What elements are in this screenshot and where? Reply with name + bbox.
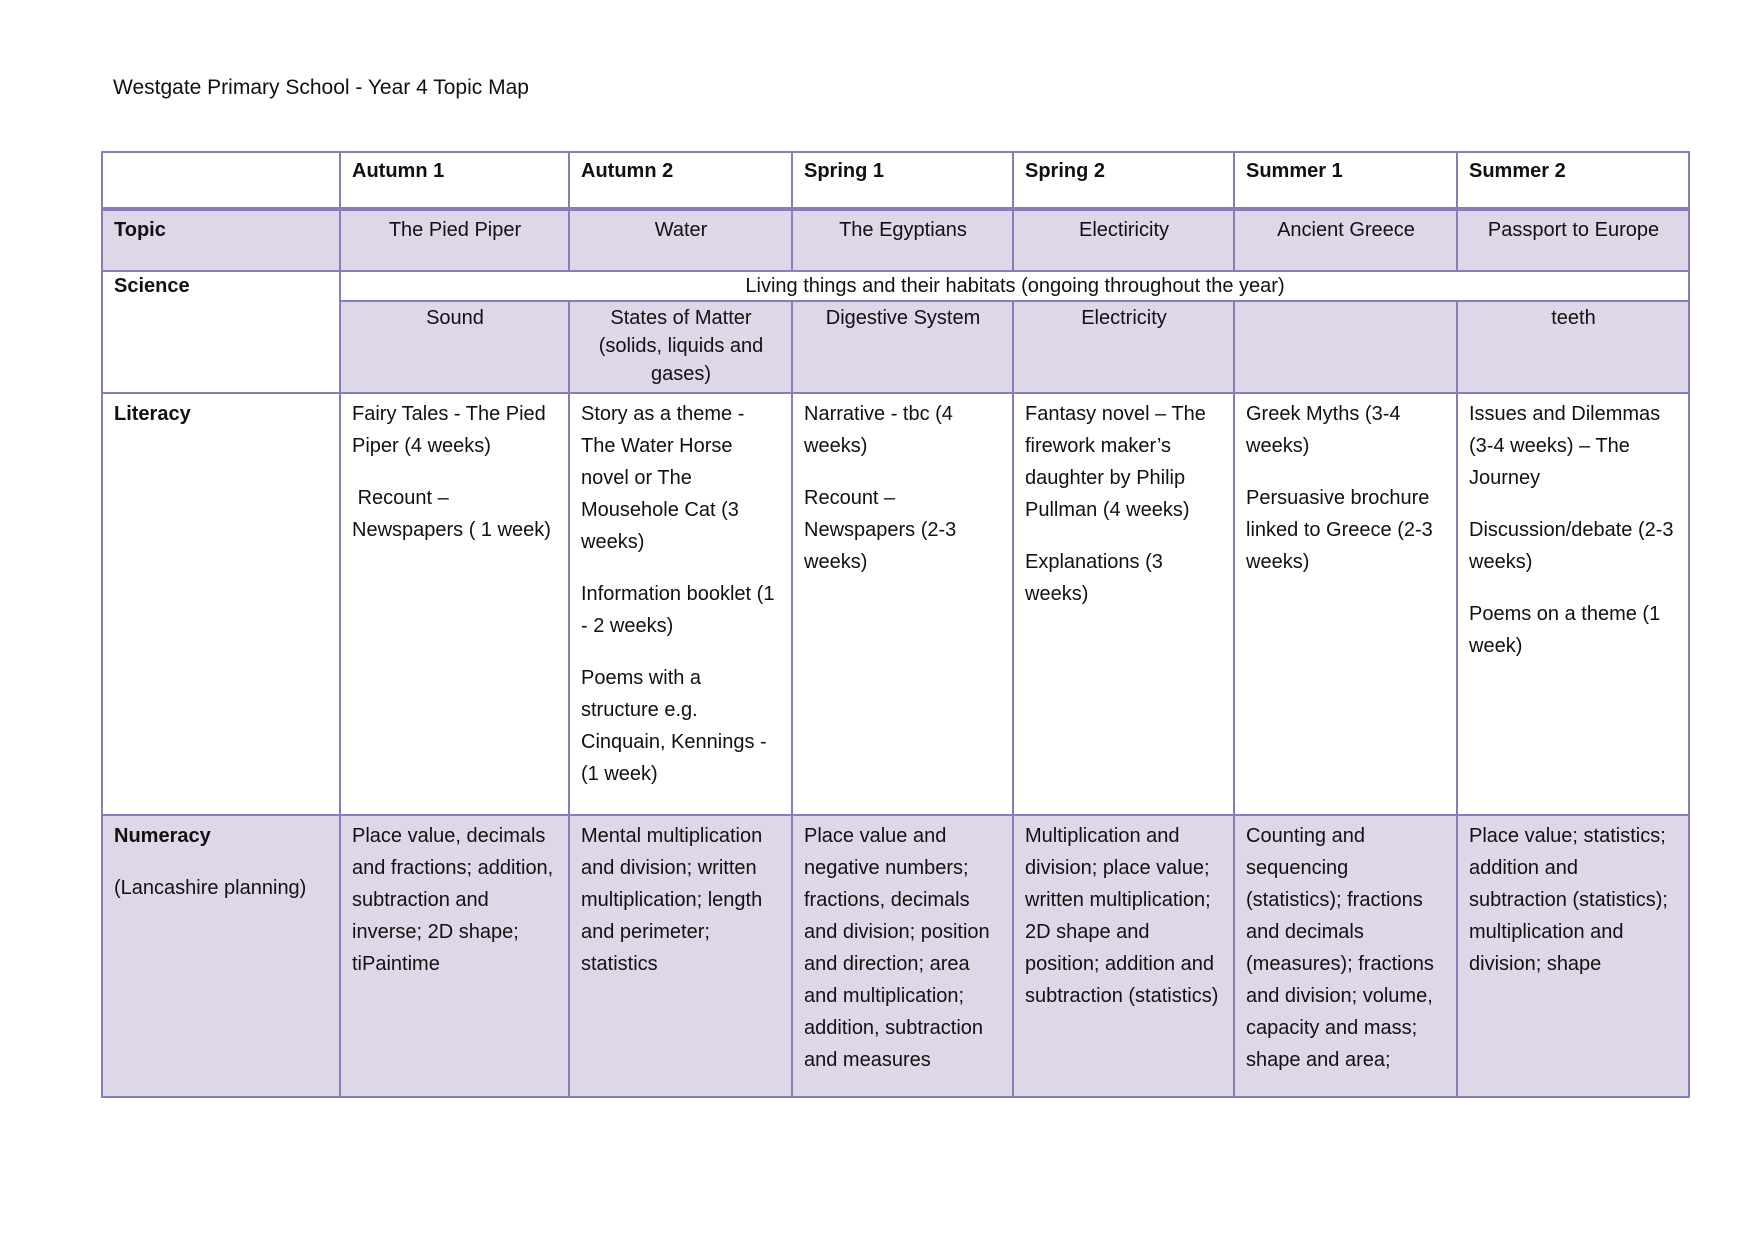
topic-cell-autumn-1: The Pied Piper — [340, 209, 569, 271]
row-label-numeracy-cell — [102, 815, 340, 1097]
literacy-cell-spring-2 — [1013, 393, 1234, 815]
literacy-unit: Recount – Newspapers ( 1 week) — [352, 487, 551, 541]
term-header-summer-1: Summer 1 — [1234, 152, 1457, 209]
term-header-summer-2: Summer 2 — [1457, 152, 1689, 209]
science-cell-autumn-2: States of Matter (solids, liquids and gases) — [569, 301, 792, 393]
literacy-unit: Narrative - tbc (4 weeks) — [804, 403, 953, 457]
numeracy-planning-note: (Lancashire planning) — [114, 877, 307, 899]
literacy-unit: Explanations (3 weeks) — [1025, 551, 1163, 605]
literacy-unit: Fairy Tales - The Pied Piper (4 weeks) — [352, 403, 546, 457]
literacy-unit: Discussion/debate (2-3 weeks) — [1469, 519, 1674, 573]
topic-cell-summer-2: Passport to Europe — [1457, 209, 1689, 271]
literacy-cell-spring-1 — [792, 393, 1013, 815]
header-row — [102, 152, 1689, 209]
row-label-literacy: Literacy — [102, 393, 340, 815]
literacy-unit: Fantasy novel – The firework maker’s daughter by Philip Pullman (4 weeks) — [1025, 403, 1206, 521]
topic-cell-summer-1: Ancient Greece — [1234, 209, 1457, 271]
numeracy-row — [102, 815, 1689, 1097]
literacy-cell-autumn-1 — [340, 393, 569, 815]
topic-row — [102, 209, 1689, 271]
science-cell-summer-1 — [1234, 301, 1457, 393]
numeracy-cell-autumn-1: Place value, decimals and fractions; addition, subtraction and inverse; 2D shape; tiPaintime — [340, 815, 569, 1097]
science-ongoing-cell: Living things and their habitats (ongoing throughout the year) — [340, 271, 1689, 301]
science-cell-summer-2: teeth — [1457, 301, 1689, 393]
science-cell-autumn-1: Sound — [340, 301, 569, 393]
literacy-unit: Story as a theme - The Water Horse novel or The Mousehole Cat (3 weeks) — [581, 403, 745, 553]
topic-cell-autumn-2: Water — [569, 209, 792, 271]
literacy-row — [102, 393, 1689, 815]
literacy-unit: Information booklet (1 - 2 weeks) — [581, 583, 775, 637]
literacy-unit: Recount – Newspapers (2-3 weeks) — [804, 487, 957, 573]
science-cell-spring-1: Digestive System — [792, 301, 1013, 393]
topic-map-table — [101, 151, 1690, 1098]
document-title: Westgate Primary School - Year 4 Topic Map — [113, 76, 529, 99]
term-header-spring-2: Spring 2 — [1013, 152, 1234, 209]
literacy-cell-summer-2 — [1457, 393, 1689, 815]
literacy-cell-summer-1 — [1234, 393, 1457, 815]
literacy-unit: Issues and Dilemmas (3-4 weeks) – The Journey — [1469, 403, 1661, 489]
literacy-unit: Poems on a theme (1 week) — [1469, 603, 1661, 657]
science-term-row — [102, 301, 1689, 393]
literacy-unit: Greek Myths (3-4 weeks) — [1246, 403, 1401, 457]
term-header-autumn-1: Autumn 1 — [340, 152, 569, 209]
literacy-cell-autumn-2 — [569, 393, 792, 815]
term-header-autumn-2: Autumn 2 — [569, 152, 792, 209]
row-label-topic: Topic — [102, 209, 340, 271]
science-ongoing-row — [102, 271, 1689, 301]
numeracy-cell-summer-1: Counting and sequencing (statistics); fractions and decimals (measures); fractions and division; volume, capacity and mass; shape and area; — [1234, 815, 1457, 1097]
science-cell-spring-2: Electricity — [1013, 301, 1234, 393]
literacy-unit: Persuasive brochure linked to Greece (2-3 weeks) — [1246, 487, 1433, 573]
literacy-unit: Poems with a structure e.g. Cinquain, Kennings - (1 week) — [581, 667, 767, 785]
term-header-spring-1: Spring 1 — [792, 152, 1013, 209]
numeracy-cell-spring-1: Place value and negative numbers; fractions, decimals and division; position and direction; area and multiplication; addition, subtraction and measures — [792, 815, 1013, 1097]
topic-cell-spring-2: Electiricity — [1013, 209, 1234, 271]
numeracy-cell-summer-2: Place value; statistics; addition and subtraction (statistics); multiplication and division; shape — [1457, 815, 1689, 1097]
header-corner-cell — [102, 152, 340, 209]
row-label-numeracy: Numeracy — [114, 825, 211, 847]
numeracy-cell-autumn-2: Mental multiplication and division; written multiplication; length and perimeter; statistics — [569, 815, 792, 1097]
row-label-science: Science — [102, 271, 340, 393]
numeracy-cell-spring-2: Multiplication and division; place value; written multiplication; 2D shape and position; addition and subtraction (statistics) — [1013, 815, 1234, 1097]
topic-cell-spring-1: The Egyptians — [792, 209, 1013, 271]
